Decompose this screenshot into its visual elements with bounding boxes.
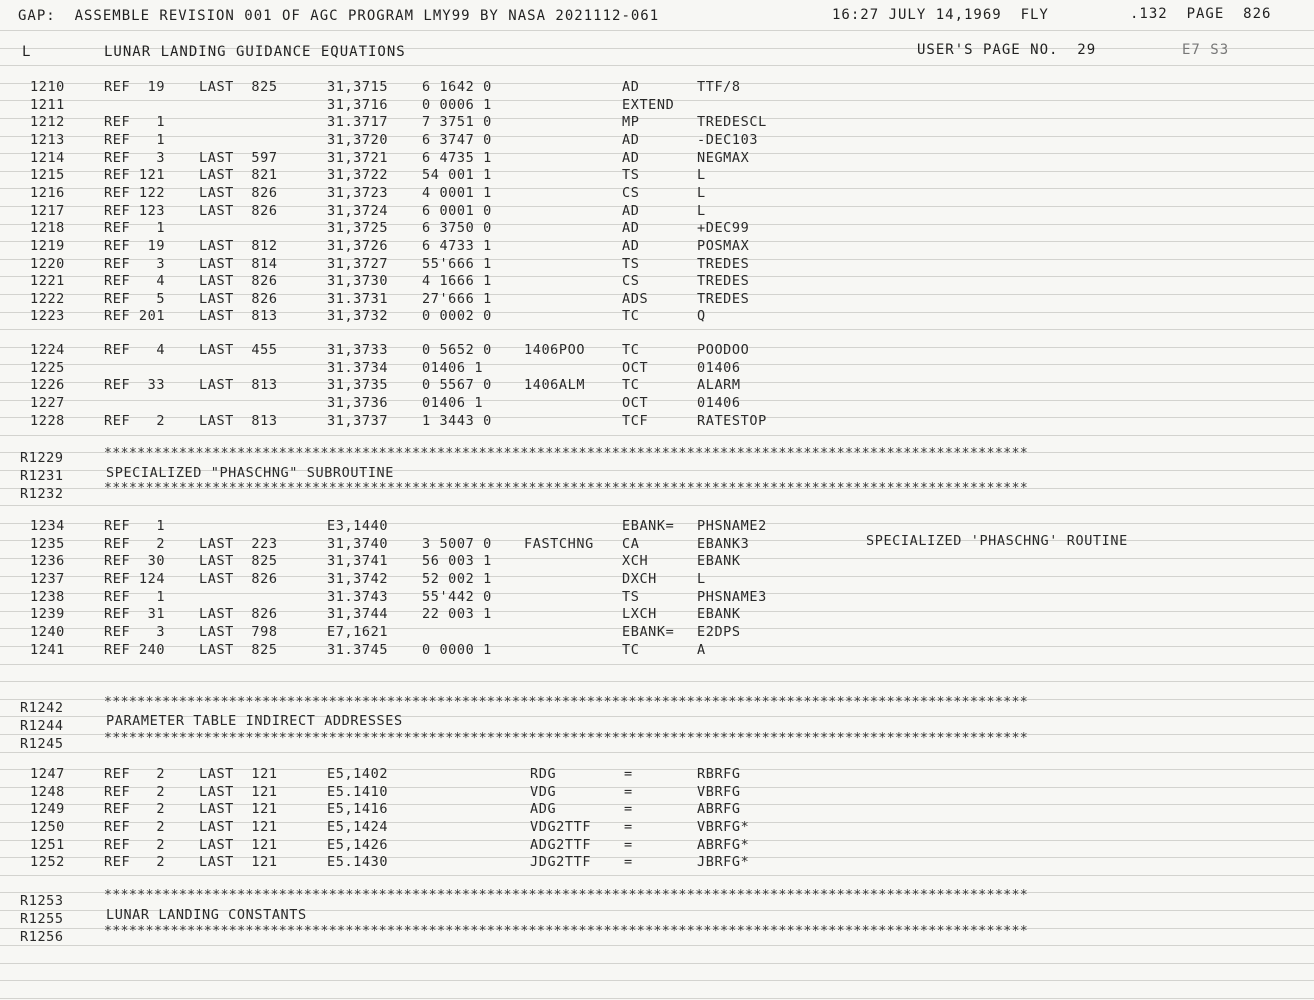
cell-line: 1237 <box>30 571 65 587</box>
paper-rule-line <box>0 329 1314 330</box>
cell-last: LAST 121 <box>199 837 278 853</box>
cell-code: 0 5567 0 <box>422 377 492 393</box>
separator-stars: *************************************************************************************************************** <box>104 731 1029 746</box>
cell-code: 6 3747 0 <box>422 132 492 148</box>
paper-rule-line <box>0 312 1314 313</box>
section-marker: R1256 <box>20 929 64 945</box>
cell-ref: REF 122 <box>104 185 166 201</box>
cell-last: LAST 826 <box>199 291 278 307</box>
cell-ref: REF 3 <box>104 150 166 166</box>
cell-line: 1236 <box>30 553 65 569</box>
cell-last: LAST 121 <box>199 801 278 817</box>
cell-addr: 31,3723 <box>327 185 389 201</box>
cell-ref: REF 2 <box>104 819 166 835</box>
cell-ref: REF 19 <box>104 238 166 254</box>
paper-rule-line <box>0 382 1314 383</box>
cell-last: LAST 812 <box>199 238 278 254</box>
paper-rule-line <box>0 822 1314 823</box>
cell-operand: ALARM <box>697 377 741 393</box>
cell-operand: EBANK <box>697 553 741 569</box>
cell-ref: REF 33 <box>104 377 166 393</box>
section-marker: R1244 <box>20 718 64 734</box>
cell-operand: EBANK <box>697 606 741 622</box>
cell-addr: 31.3734 <box>327 360 389 376</box>
cell-operand: TREDES <box>697 273 750 289</box>
cell-last: LAST 813 <box>199 413 278 429</box>
cell-addr: 31,3720 <box>327 132 389 148</box>
cell-op: EBANK= <box>622 518 675 534</box>
cell-operand: 01406 <box>697 360 741 376</box>
cell-addr: 31,3722 <box>327 167 389 183</box>
cell-operand: L <box>697 571 706 587</box>
cell-operand: +DEC99 <box>697 220 750 236</box>
cell-addr: E5,1424 <box>327 819 389 835</box>
cell-code: 55'442 0 <box>422 589 492 605</box>
paper-rule-line <box>0 417 1314 418</box>
cell-operand: PHSNAME2 <box>697 518 767 534</box>
cell-last: LAST 121 <box>199 784 278 800</box>
cell-op: AD <box>622 132 640 148</box>
cell-operand: RATESTOP <box>697 413 767 429</box>
paper-rule-line <box>0 364 1314 365</box>
cell-op: LXCH <box>622 606 657 622</box>
section-marker: R1255 <box>20 911 64 927</box>
cell-code: 3 5007 0 <box>422 536 492 552</box>
cell-code: 55'666 1 <box>422 256 492 272</box>
separator-stars: *************************************************************************************************************** <box>104 481 1029 496</box>
cell-op: AD <box>622 203 640 219</box>
cell-addr: 31,3721 <box>327 150 389 166</box>
cell-ref: REF 124 <box>104 571 166 587</box>
section-marker: R1253 <box>20 893 64 909</box>
paper-rule-line <box>0 787 1314 788</box>
cell-code: 01406 1 <box>422 360 484 376</box>
cell-value: RBRFG <box>697 766 741 782</box>
cell-last: LAST 826 <box>199 571 278 587</box>
cell-ref: REF 2 <box>104 536 166 552</box>
paper-rule-line <box>0 945 1314 946</box>
cell-code: 7 3751 0 <box>422 114 492 130</box>
cell-operand: L <box>697 203 706 219</box>
paper-rule-line <box>0 435 1314 436</box>
cell-ref: REF 240 <box>104 642 166 658</box>
cell-code: 56 003 1 <box>422 553 492 569</box>
cell-eq: = <box>624 801 633 817</box>
cell-addr: 31,3740 <box>327 536 389 552</box>
cell-eq: = <box>624 766 633 782</box>
cell-code: 6 4733 1 <box>422 238 492 254</box>
section-heading: PARAMETER TABLE INDIRECT ADDRESSES <box>106 713 403 729</box>
user-code: E7 S3 <box>1182 42 1230 58</box>
cell-addr: E5,1416 <box>327 801 389 817</box>
cell-eq: = <box>624 854 633 870</box>
cell-op: DXCH <box>622 571 657 587</box>
cell-code: 0 0006 1 <box>422 97 492 113</box>
cell-line: 1215 <box>30 167 65 183</box>
paper-rule-line <box>0 804 1314 805</box>
cell-addr: E3,1440 <box>327 518 389 534</box>
cell-line: 1224 <box>30 342 65 358</box>
cell-line: 1250 <box>30 819 65 835</box>
cell-line: 1216 <box>30 185 65 201</box>
cell-addr: E5,1402 <box>327 766 389 782</box>
cell-op: TC <box>622 642 640 658</box>
cell-code: 0 0000 1 <box>422 642 492 658</box>
cell-op: TS <box>622 167 640 183</box>
cell-line: 1240 <box>30 624 65 640</box>
cell-ref: REF 1 <box>104 114 166 130</box>
page-number: .132 PAGE 826 <box>1130 6 1272 22</box>
cell-addr: 31,3733 <box>327 342 389 358</box>
cell-last: LAST 597 <box>199 150 278 166</box>
cell-ref: REF 2 <box>104 784 166 800</box>
cell-addr: 31,3727 <box>327 256 389 272</box>
cell-op: TC <box>622 377 640 393</box>
users-page-number: USER'S PAGE NO. 29 <box>917 42 1097 58</box>
cell-label: 1406POO <box>524 342 586 358</box>
cell-code: 52 002 1 <box>422 571 492 587</box>
separator-stars: *************************************************************************************************************** <box>104 924 1029 939</box>
cell-addr: E7,1621 <box>327 624 389 640</box>
separator-stars: *************************************************************************************************************** <box>104 446 1029 461</box>
cell-op: CS <box>622 273 640 289</box>
paper-rule-line <box>0 171 1314 172</box>
cell-line: 1225 <box>30 360 65 376</box>
paper-rule-line <box>0 241 1314 242</box>
separator-stars: *************************************************************************************************************** <box>104 695 1029 710</box>
cell-op: OCT <box>622 395 649 411</box>
paper-rule-line <box>0 611 1314 612</box>
cell-value: VBRFG <box>697 784 741 800</box>
cell-operand: A <box>697 642 706 658</box>
cell-code: 01406 1 <box>422 395 484 411</box>
cell-operand: TREDES <box>697 256 750 272</box>
paper-rule-line <box>0 558 1314 559</box>
cell-code: 27'666 1 <box>422 291 492 307</box>
cell-line: 1223 <box>30 308 65 324</box>
cell-ref: REF 2 <box>104 837 166 853</box>
cell-op: MP <box>622 114 640 130</box>
cell-ref: REF 201 <box>104 308 166 324</box>
cell-code: 6 4735 1 <box>422 150 492 166</box>
cell-addr: E5.1410 <box>327 784 389 800</box>
cell-last: LAST 813 <box>199 377 278 393</box>
cell-code: 1 3443 0 <box>422 413 492 429</box>
paper-rule-line <box>0 276 1314 277</box>
cell-addr: 31,3737 <box>327 413 389 429</box>
cell-addr: 31,3724 <box>327 203 389 219</box>
cell-line: 1241 <box>30 642 65 658</box>
cell-last: LAST 826 <box>199 273 278 289</box>
cell-ref: REF 1 <box>104 518 166 534</box>
phaschng-comment: SPECIALIZED 'PHASCHNG' ROUTINE <box>866 533 1128 549</box>
cell-label: 1406ALM <box>524 377 586 393</box>
cell-code: 6 0001 0 <box>422 203 492 219</box>
cell-eq: = <box>624 837 633 853</box>
paper-rule-line <box>0 83 1314 84</box>
paper-rule-line <box>0 206 1314 207</box>
cell-operand: POSMAX <box>697 238 750 254</box>
cell-line: 1248 <box>30 784 65 800</box>
paper-rule-line <box>0 593 1314 594</box>
cell-op: ADS <box>622 291 649 307</box>
paper-rule-line <box>0 857 1314 858</box>
cell-addr: 31,3744 <box>327 606 389 622</box>
cell-code: 4 1666 1 <box>422 273 492 289</box>
cell-ref: REF 1 <box>104 132 166 148</box>
cell-operand: PHSNAME3 <box>697 589 767 605</box>
cell-value: VBRFG* <box>697 819 750 835</box>
cell-last: LAST 455 <box>199 342 278 358</box>
cell-line: 1212 <box>30 114 65 130</box>
section-marker: R1232 <box>20 486 64 502</box>
paper-rule-line <box>0 681 1314 682</box>
paper-rule-line <box>0 980 1314 981</box>
cell-ref: REF 2 <box>104 801 166 817</box>
listing-title: GAP: ASSEMBLE REVISION 001 OF AGC PROGRAM LMY99 BY NASA 2021112-061 <box>18 8 660 24</box>
cell-name: VDG2TTF <box>530 819 592 835</box>
paper-rule-line <box>0 153 1314 154</box>
cell-line: 1221 <box>30 273 65 289</box>
cell-last: LAST 814 <box>199 256 278 272</box>
cell-op: CS <box>622 185 640 201</box>
cell-addr: 31,3716 <box>327 97 389 113</box>
cell-last: LAST 121 <box>199 854 278 870</box>
cell-op: AD <box>622 220 640 236</box>
section-title: LUNAR LANDING GUIDANCE EQUATIONS <box>104 44 406 60</box>
paper-rule-line <box>0 294 1314 295</box>
paper-rule-line <box>0 840 1314 841</box>
cell-ref: REF 121 <box>104 167 166 183</box>
cell-line: 1228 <box>30 413 65 429</box>
section-marker: R1231 <box>20 468 64 484</box>
cell-ref: REF 3 <box>104 624 166 640</box>
cell-code: 0 0002 0 <box>422 308 492 324</box>
cell-addr: 31,3735 <box>327 377 389 393</box>
cell-ref: REF 5 <box>104 291 166 307</box>
paper-rule-line <box>0 769 1314 770</box>
paper-rule-line <box>0 30 1314 31</box>
paper-rule-line <box>0 664 1314 665</box>
cell-ref: REF 2 <box>104 766 166 782</box>
cell-line: 1226 <box>30 377 65 393</box>
cell-addr: E5.1430 <box>327 854 389 870</box>
cell-addr: 31,3726 <box>327 238 389 254</box>
cell-last: LAST 121 <box>199 819 278 835</box>
cell-addr: 31.3743 <box>327 589 389 605</box>
cell-operand: E2DPS <box>697 624 741 640</box>
cell-line: 1214 <box>30 150 65 166</box>
cell-ref: REF 31 <box>104 606 166 622</box>
cell-ref: REF 123 <box>104 203 166 219</box>
section-heading: LUNAR LANDING CONSTANTS <box>106 907 307 923</box>
cell-value: ABRFG* <box>697 837 750 853</box>
cell-ref: REF 2 <box>104 854 166 870</box>
cell-name: ADG <box>530 801 557 817</box>
cell-op: TCF <box>622 413 649 429</box>
cell-code: 22 003 1 <box>422 606 492 622</box>
cell-line: 1238 <box>30 589 65 605</box>
cell-value: ABRFG <box>697 801 741 817</box>
cell-op: AD <box>622 79 640 95</box>
cell-last: LAST 825 <box>199 553 278 569</box>
cell-line: 1247 <box>30 766 65 782</box>
cell-line: 1251 <box>30 837 65 853</box>
cell-last: LAST 826 <box>199 606 278 622</box>
cell-last: LAST 821 <box>199 167 278 183</box>
paper-rule-line <box>0 136 1314 137</box>
cell-name: VDG <box>530 784 557 800</box>
cell-line: 1220 <box>30 256 65 272</box>
cell-op: CA <box>622 536 640 552</box>
cell-code: 6 3750 0 <box>422 220 492 236</box>
cell-line: 1222 <box>30 291 65 307</box>
separator-stars: *************************************************************************************************************** <box>104 888 1029 903</box>
cell-ref: REF 4 <box>104 273 166 289</box>
paper-rule-line <box>0 224 1314 225</box>
cell-last: LAST 825 <box>199 642 278 658</box>
cell-code: 6 1642 0 <box>422 79 492 95</box>
cell-ref: REF 2 <box>104 413 166 429</box>
cell-op: TC <box>622 308 640 324</box>
paper-rule-line <box>0 646 1314 647</box>
cell-code: 0 5652 0 <box>422 342 492 358</box>
paper-rule-line <box>0 998 1314 999</box>
paper-rule-line <box>0 875 1314 876</box>
cell-addr: 31,3736 <box>327 395 389 411</box>
cell-addr: 31,3725 <box>327 220 389 236</box>
cell-line: 1213 <box>30 132 65 148</box>
cell-addr: E5,1426 <box>327 837 389 853</box>
cell-line: 1217 <box>30 203 65 219</box>
cell-operand: TREDES <box>697 291 750 307</box>
cell-op: EXTEND <box>622 97 675 113</box>
cell-line: 1235 <box>30 536 65 552</box>
cell-addr: 31.3745 <box>327 642 389 658</box>
cell-operand: TREDESCL <box>697 114 767 130</box>
cell-ref: REF 1 <box>104 589 166 605</box>
paper-rule-line <box>0 188 1314 189</box>
cell-last: LAST 223 <box>199 536 278 552</box>
cell-last: LAST 825 <box>199 79 278 95</box>
paper-rule-line <box>0 400 1314 401</box>
cell-ref: REF 19 <box>104 79 166 95</box>
section-marker: R1229 <box>20 450 64 466</box>
cell-last: LAST 798 <box>199 624 278 640</box>
paper-rule-line <box>0 752 1314 753</box>
cell-ref: REF 30 <box>104 553 166 569</box>
section-marker: R1245 <box>20 736 64 752</box>
cell-operand: POODOO <box>697 342 750 358</box>
paper-rule-line <box>0 65 1314 66</box>
cell-operand: EBANK3 <box>697 536 750 552</box>
cell-operand: 01406 <box>697 395 741 411</box>
cell-operand: L <box>697 167 706 183</box>
cell-line: 1234 <box>30 518 65 534</box>
cell-line: 1239 <box>30 606 65 622</box>
cell-operand: L <box>697 185 706 201</box>
cell-name: ADG2TTF <box>530 837 592 853</box>
paper-rule-line <box>0 505 1314 506</box>
cell-last: LAST 826 <box>199 185 278 201</box>
cell-operand: NEGMAX <box>697 150 750 166</box>
cell-name: JDG2TTF <box>530 854 592 870</box>
cell-operand: Q <box>697 308 706 324</box>
cell-last: LAST 826 <box>199 203 278 219</box>
paper-rule-line <box>0 259 1314 260</box>
section-heading: SPECIALIZED "PHASCHNG" SUBROUTINE <box>106 465 395 481</box>
cell-addr: 31.3717 <box>327 114 389 130</box>
cell-op: AD <box>622 238 640 254</box>
cell-code: 54 001 1 <box>422 167 492 183</box>
cell-ref: REF 1 <box>104 220 166 236</box>
print-timestamp: 16:27 JULY 14,1969 FLY <box>832 7 1049 23</box>
cell-last: LAST 813 <box>199 308 278 324</box>
cell-op: OCT <box>622 360 649 376</box>
cell-addr: 31.3731 <box>327 291 389 307</box>
cell-name: RDG <box>530 766 557 782</box>
cell-ref: REF 3 <box>104 256 166 272</box>
log-marker: L <box>22 44 32 60</box>
cell-label: FASTCHNG <box>524 536 594 552</box>
cell-code: 4 0001 1 <box>422 185 492 201</box>
cell-operand: TTF/8 <box>697 79 741 95</box>
cell-addr: 31,3730 <box>327 273 389 289</box>
cell-line: 1211 <box>30 97 65 113</box>
cell-op: TC <box>622 342 640 358</box>
cell-op: XCH <box>622 553 649 569</box>
cell-line: 1219 <box>30 238 65 254</box>
cell-op: TS <box>622 256 640 272</box>
cell-eq: = <box>624 819 633 835</box>
section-marker: R1242 <box>20 700 64 716</box>
cell-addr: 31,3742 <box>327 571 389 587</box>
cell-line: 1252 <box>30 854 65 870</box>
cell-op: AD <box>622 150 640 166</box>
cell-ref: REF 4 <box>104 342 166 358</box>
cell-line: 1218 <box>30 220 65 236</box>
paper-rule-line <box>0 576 1314 577</box>
cell-line: 1249 <box>30 801 65 817</box>
cell-eq: = <box>624 784 633 800</box>
cell-line: 1227 <box>30 395 65 411</box>
cell-line: 1210 <box>30 79 65 95</box>
cell-value: JBRFG* <box>697 854 750 870</box>
cell-op: TS <box>622 589 640 605</box>
paper-rule-line <box>0 347 1314 348</box>
cell-operand: -DEC103 <box>697 132 759 148</box>
cell-last: LAST 121 <box>199 766 278 782</box>
cell-addr: 31,3732 <box>327 308 389 324</box>
cell-addr: 31,3741 <box>327 553 389 569</box>
cell-addr: 31,3715 <box>327 79 389 95</box>
paper-rule-line <box>0 118 1314 119</box>
cell-op: EBANK= <box>622 624 675 640</box>
paper-rule-line <box>0 963 1314 964</box>
